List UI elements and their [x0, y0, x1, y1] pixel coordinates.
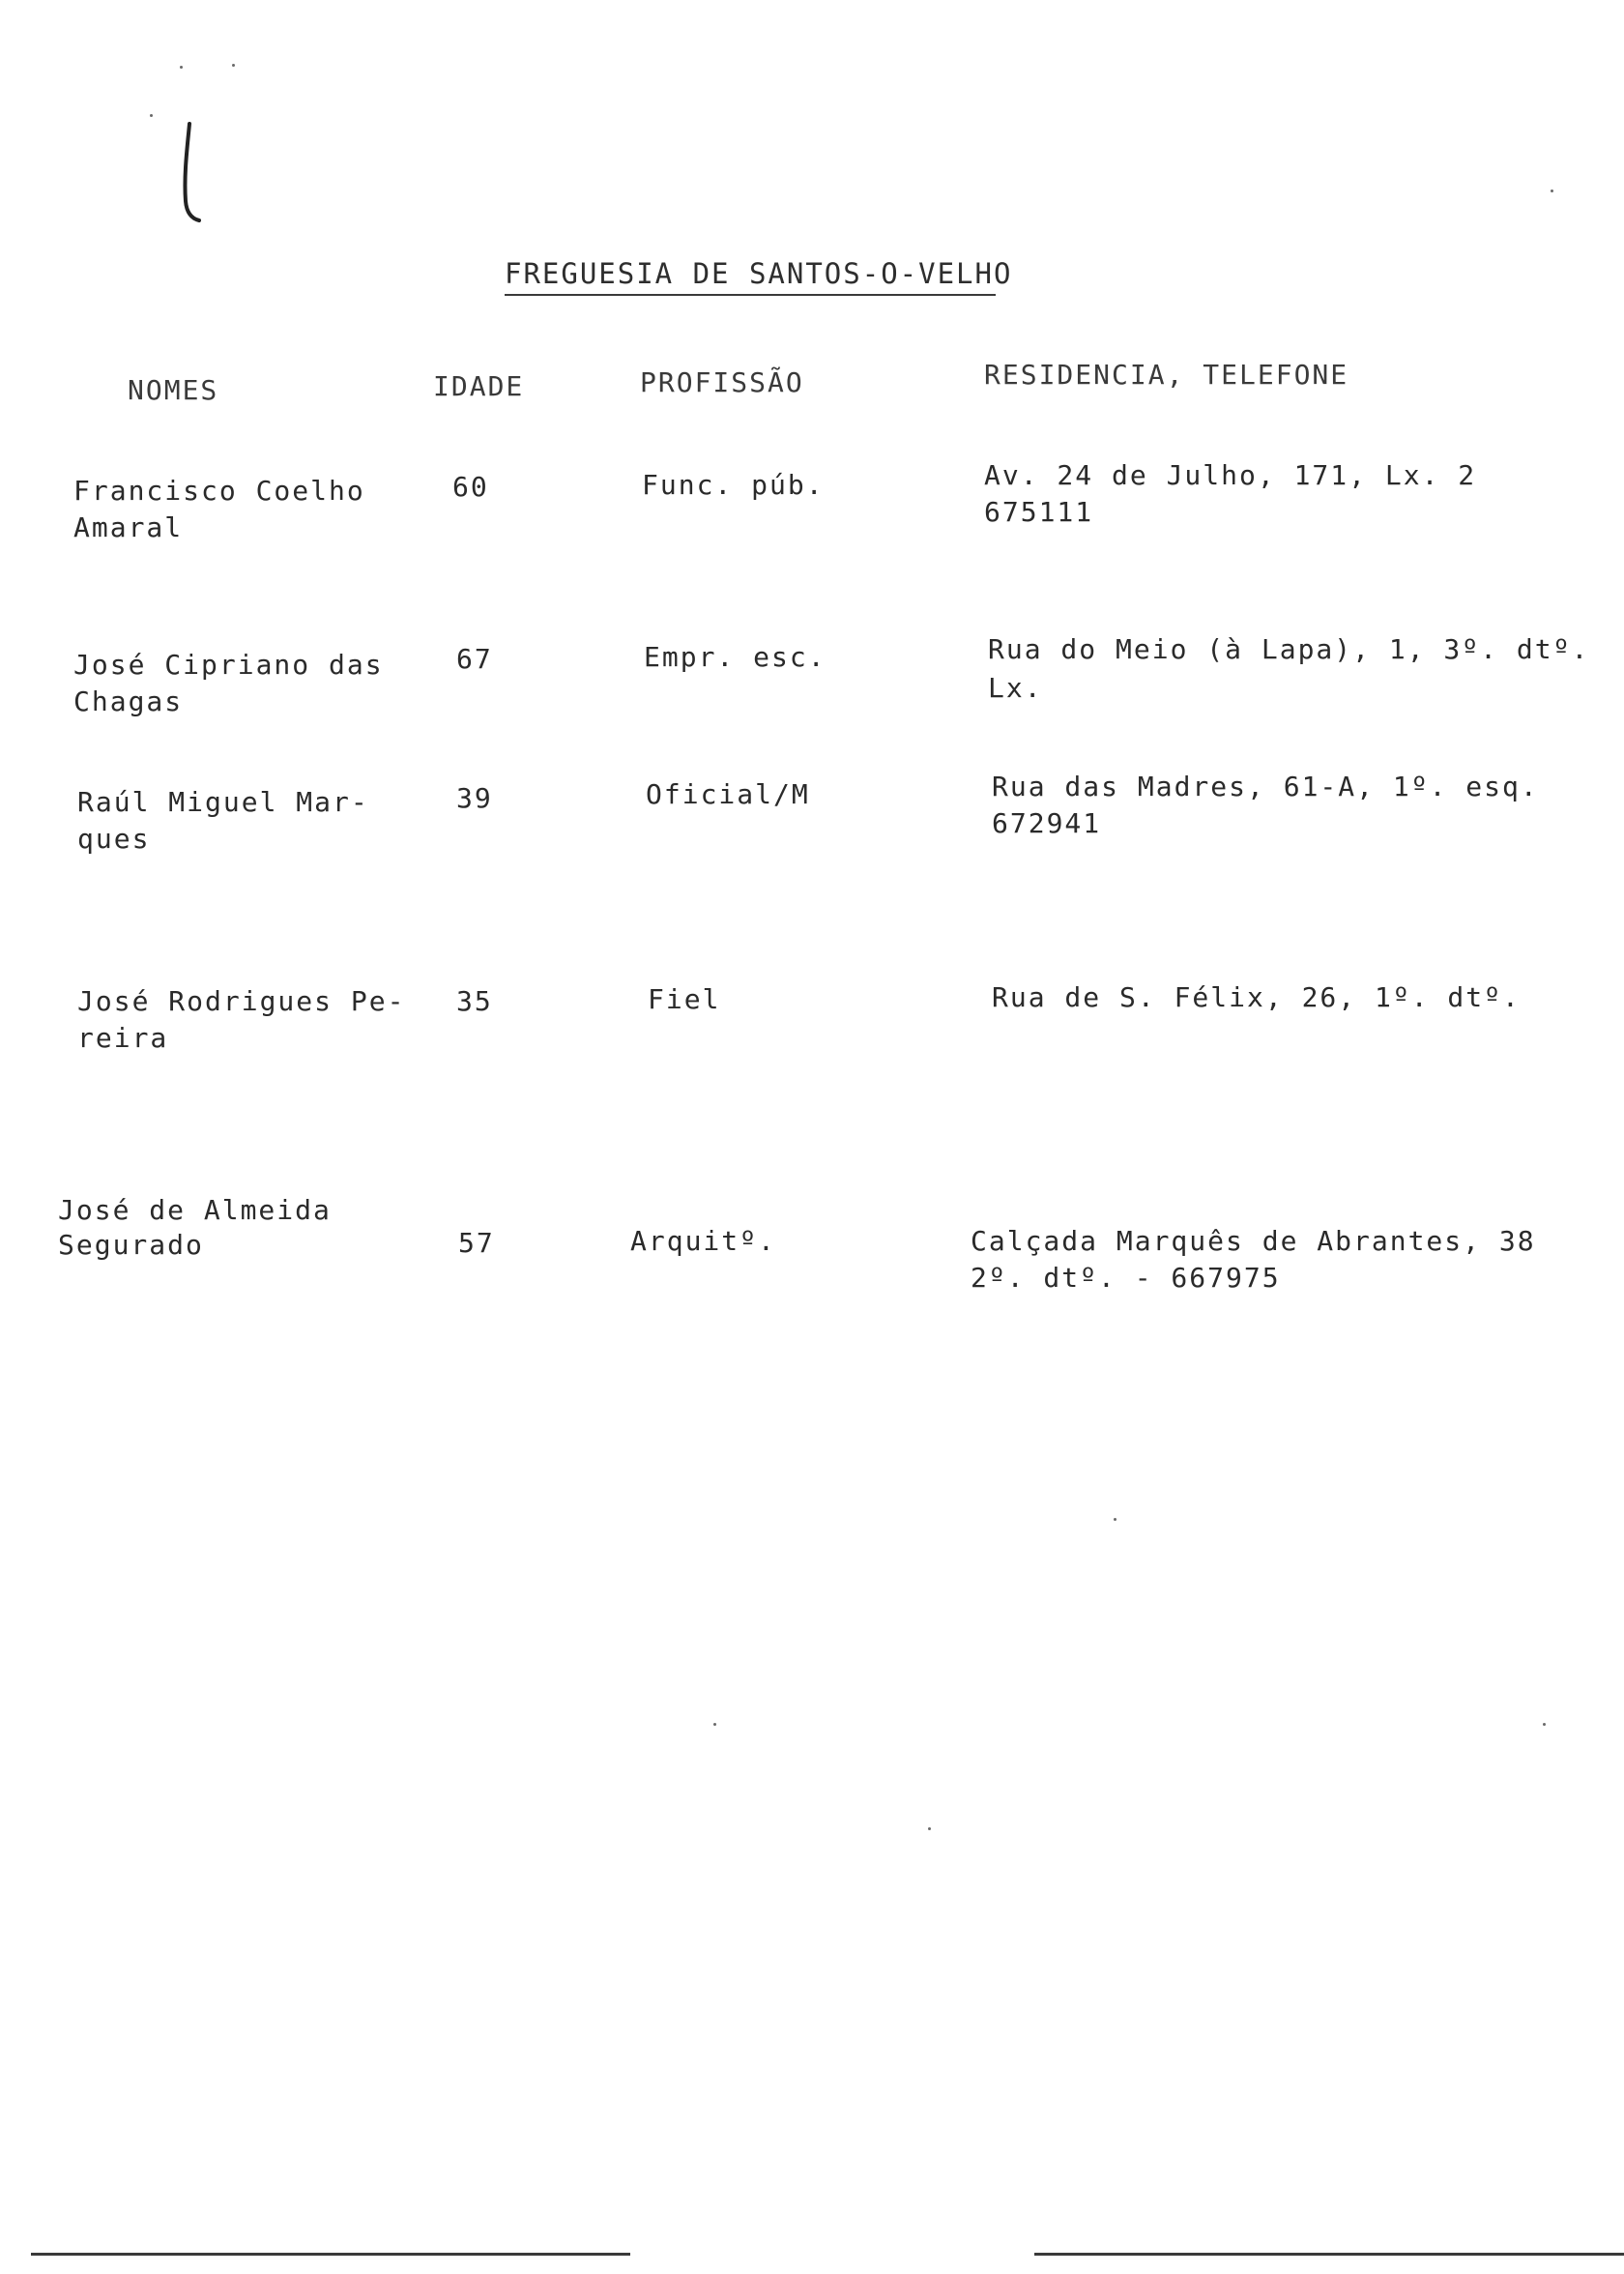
scan-speck	[150, 114, 153, 117]
header-profession: PROFISSÃO	[640, 366, 804, 398]
header-age: IDADE	[433, 370, 525, 402]
margin-pen-mark	[178, 116, 226, 232]
row-residence-line1: Rua das Madres, 61-A, 1º. esq.	[992, 771, 1539, 802]
bottom-edge-rule	[31, 2253, 630, 2256]
scan-speck	[1114, 1518, 1116, 1521]
row-age: 67	[456, 643, 493, 675]
row-profession: Empr. esc.	[644, 641, 826, 673]
row-residence-line1: Rua de S. Félix, 26, 1º. dtº.	[992, 981, 1521, 1013]
row-name-line2: Amaral	[73, 511, 184, 543]
title-underline	[505, 294, 996, 296]
row-name-line2: ques	[77, 823, 151, 855]
row-name-line2: reira	[77, 1022, 169, 1054]
scan-speck	[232, 64, 235, 67]
scan-speck	[1543, 1723, 1546, 1726]
row-name-line1: Francisco Coelho	[73, 475, 365, 507]
row-residence-line1: Rua do Meio (à Lapa), 1, 3º. dtº.	[988, 633, 1590, 665]
row-name-line1: José Rodrigues Pe-	[77, 985, 406, 1017]
scan-speck	[180, 66, 183, 69]
page-title: FREGUESIA DE SANTOS-O-VELHO	[505, 257, 1013, 290]
row-residence-line2: 2º. dtº. - 667975	[971, 1262, 1281, 1294]
row-age: 60	[452, 471, 489, 503]
row-name-line2: Segurado	[58, 1229, 204, 1261]
row-name-line2: Chagas	[73, 685, 184, 717]
row-residence-line2: Lx.	[988, 672, 1043, 704]
row-name-line1: Raúl Miguel Mar-	[77, 786, 369, 818]
row-residence-line1: Av. 24 de Julho, 171, Lx. 2	[984, 459, 1477, 491]
scan-speck	[928, 1827, 931, 1830]
header-names: NOMES	[128, 374, 219, 406]
row-age: 35	[456, 985, 493, 1017]
row-name-line1: José de Almeida	[58, 1194, 332, 1226]
row-profession: Arquitº.	[630, 1225, 776, 1257]
row-residence-line2: 672941	[992, 807, 1102, 839]
row-name-line1: José Cipriano das	[73, 649, 384, 681]
row-profession: Oficial/M	[646, 778, 810, 810]
row-age: 39	[456, 782, 493, 814]
bottom-edge-rule	[1034, 2253, 1624, 2256]
scan-speck	[1551, 190, 1553, 192]
row-profession: Func. púb.	[642, 469, 825, 501]
row-profession: Fiel	[648, 983, 721, 1015]
header-residence: RESIDENCIA, TELEFONE	[984, 359, 1349, 391]
row-residence-line2: 675111	[984, 496, 1094, 528]
row-age: 57	[458, 1227, 495, 1259]
scan-speck	[713, 1723, 716, 1726]
row-residence-line1: Calçada Marquês de Abrantes, 38	[971, 1225, 1536, 1257]
